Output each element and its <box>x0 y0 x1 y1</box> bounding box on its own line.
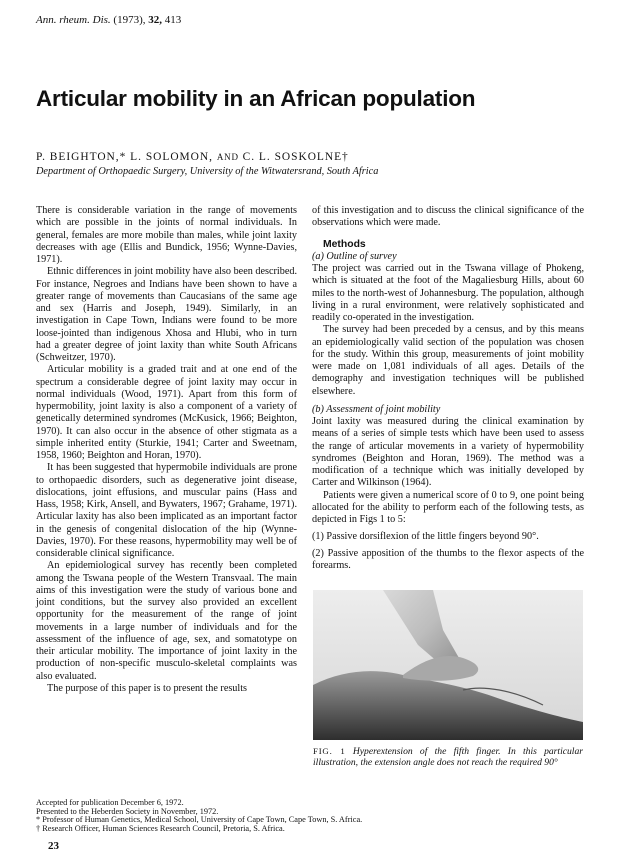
journal-volume: 32, <box>148 14 162 26</box>
list-item: (2) Passive apposition of the thumbs to the flexor aspects of the forearms. <box>312 547 584 571</box>
journal-name: Ann. rheum. Dis. <box>36 14 111 26</box>
footnote: † Research Officer, Human Sciences Research Council, Pretoria, S. Africa. <box>36 823 285 833</box>
footnote: * Professor of Human Genetics, Medical School, University of Cape Town, Cape Town, S. Africa. <box>36 815 363 825</box>
paragraph: It has been suggested that hypermobile individuals are prone to orthopaedic disorders, such as degenerative joint disease, dislocations, joint effusions, and muscular pains (Hass and Hass, 1958; Kirk, Ansell, and Bywaters, 1967; Grahame, 1971). Articular laxity has also been implicated as an important factor in the genesis of congenital dislocation of the hip (Wynne-Davies, 1970). For these reasons, hypermobility may well be of considerable clinical significance. <box>36 462 297 559</box>
author-list <box>36 151 349 163</box>
figure-caption-text: Hyperextension of the fifth finger. In this particular illustration, the extension angle does not reach the required 90° <box>313 746 583 769</box>
paragraph: An epidemiological survey has recently been completed among the Tswana people of the Western Transvaal. The main aims of this investigation were the study of various bone and joint conditions, but the survey also provided an excellent opportunity for the measurement of the range of joint movements in a large number of individuals and for the assessment of the influence of age, sex, and somatotype on their articular mobility. The importance of joint laxity in the production of non-specific musculo-skeletal complaints was also evaluated. <box>36 560 297 682</box>
paragraph: of this investigation and to discuss the clinical significance of the observations which were made. <box>312 205 584 229</box>
figure-photo-finger <box>313 590 583 740</box>
footnotes <box>36 799 596 833</box>
footnote: Accepted for publication December 6, 1972. <box>36 798 184 807</box>
list-item: (1) Passive dorsiflexion of the little fingers beyond 90°. <box>312 531 539 543</box>
paragraph: Ethnic differences in joint mobility have also been described. For instance, Negroes and Indians have been shown to have a greater range of movements than Caucasians of the same age and sex (Harris and Joseph, 1949). Similarly, in an investigation in Cape Town, Indians were found to be more loose-jointed than indigenous Xhosa and Hlubi, who in turn had a greater degree of joint laxity than white South Africans (Schweitzer, 1970). <box>36 266 297 363</box>
journal-year: (1973), <box>113 14 146 26</box>
journal-page: 413 <box>164 14 182 26</box>
right-column <box>312 205 584 572</box>
figure-caption <box>313 746 583 768</box>
left-column <box>36 205 297 695</box>
paragraph: There is considerable variation in the range of movements which are possible in the joints of normal individuals. In general, females are more mobile than males, while joint laxity decreases with age (Ellis and Bundick, 1956; Wynne-Davies, 1971). <box>36 205 297 265</box>
article-title: Articular mobility in an African population <box>36 86 476 111</box>
finger-photo-illustration <box>313 590 583 740</box>
journal-citation <box>36 14 181 26</box>
figure-label: FIG. 1 <box>313 746 346 756</box>
paragraph: Articular mobility is a graded trait and at one end of the spectrum a considerable degree of joint laxity may occur in normal individuals (Wood, 1971). Apart from this form of hypermobility, joint laxity is also a component of a variety of genetically determined syndromes (McKusick, 1966; Beighton, 1970). It can also occur in the absence of other stigmata as a simple inherited entity (Sturkie, 1941; Carter and Sweetnam, 1958, 1960; Beighton and Horan, 1970). <box>36 364 297 461</box>
footnote: Presented to the Heberden Society in November, 1972. <box>36 806 219 816</box>
page-number: 23 <box>48 840 59 852</box>
paragraph: The survey had been preceded by a census, and by this means an epidemiologically valid section of the population was chosen for the study. Within this group, measurements of joint mobility were made on 1,081 individuals of all ages. Details of the demography and investigation techniques will be published elsewhere. <box>312 324 584 397</box>
affiliation: Department of Orthopaedic Surgery, University of the Witwatersrand, South Africa <box>36 166 379 177</box>
subsection-heading-outline: (a) Outline of survey <box>312 250 397 262</box>
authors-and: AND <box>216 152 239 162</box>
subsection-heading-assessment: (b) Assessment of joint mobility <box>312 403 441 415</box>
paragraph: Joint laxity was measured during the clinical examination by means of a series of simple tests which have been used to assess the range of articular movements in a variety of hypermobility syndromes (Beighton and Horan, 1969). The method was a modification of a technique which was initially developed by Carter and Wilkinson (1964). <box>312 416 584 489</box>
authors-last: C. L. SOSKOLNE† <box>242 151 349 163</box>
section-heading-methods: Methods <box>323 238 366 250</box>
authors-first: P. BEIGHTON,* L. SOLOMON, <box>36 151 213 163</box>
paragraph: Patients were given a numerical score of 0 to 9, one point being allocated for the ability to perform each of the following tests, as depicted in Figs 1 to 5: <box>312 489 584 525</box>
paragraph: The project was carried out in the Tswana village of Phokeng, which is situated at the foot of the Magaliesburg Hills, about 60 miles to the north-west of Johannesburg. The population, although living in a rural environment, were relatively sophisticated and readily co-operated in the investigation. <box>312 263 584 323</box>
paragraph: The purpose of this paper is to present the results <box>47 682 248 694</box>
